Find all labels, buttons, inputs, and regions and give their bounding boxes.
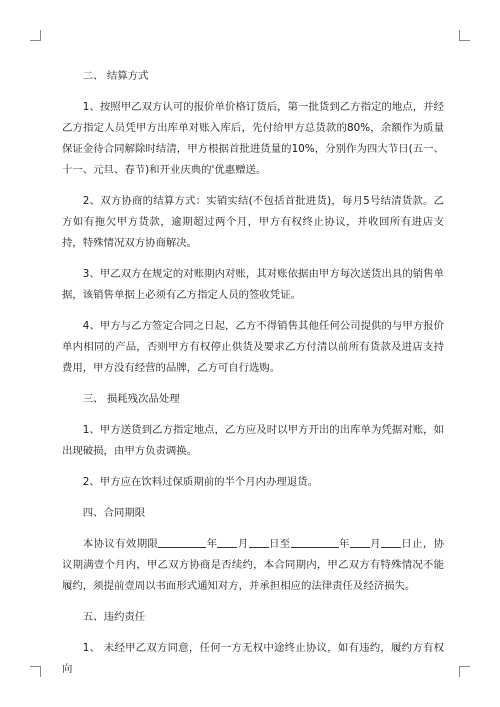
blank-start-year	[158, 537, 206, 548]
term-clause	[62, 534, 444, 597]
breach-clause-1: 1、 未经甲乙双方同意，任何一方无权中途终止协议，如有违约，履约方有权向	[62, 642, 444, 675]
defects-clause-2: 2、甲方应在饮料过保质期前的半个月内办理退货。	[82, 476, 318, 488]
term-year-label: 年	[206, 538, 218, 550]
term-suffix: 日止，协议期满壹个月内，甲乙双方协商是否续约，本合同期内，甲乙双方有特殊情况不能履约，须提前壹周以书面形式通知对方，并承担相应的法律责任及经济损失。	[62, 538, 445, 592]
term-day-to-label: 日至	[268, 538, 291, 550]
crop-mark-bottom-right	[459, 666, 470, 677]
section-heading-settlement: 二、 结算方式	[82, 70, 149, 82]
term-prefix: 本协议有效期限	[82, 538, 159, 550]
crop-mark-bottom-left	[30, 666, 41, 677]
crop-mark-top-left	[30, 30, 41, 41]
blank-start-day	[249, 537, 269, 548]
settlement-clause-2: 2、双方协商的结算方式：实销实结(不包括首批进货)，每月5号结清货款。乙方如有拖欠甲方货款，逾期超过两个月，甲方有权终止协议，并收回所有进店支持，特殊情况双方协商解决。	[62, 195, 444, 249]
settlement-clause-3: 3、甲乙双方在规定的对账期内对账，其对账依据由甲方每次送货出具的销售单据，该销售单据上必须有乙方指定人员的签收凭证。	[62, 268, 444, 301]
settlement-clause-1: 1、按照甲乙双方认可的报价单价格订货后，第一批货到乙方指定的地点，并经乙方指定人员凭甲方出库单对账入库后，先付给甲方总货款的80%，余额作为质量保证金待合同解除时结清，甲方根据首批进货量的10%，分别作为四大节日(五一、十一、元旦、春节)和开业庆典的'优惠赠送。	[62, 101, 444, 176]
term-year-label-2: 年	[338, 538, 350, 550]
section-heading-breach: 五、违约责任	[82, 611, 146, 623]
document-body	[62, 66, 444, 680]
blank-end-day	[381, 537, 401, 548]
term-month-label: 月	[237, 538, 249, 550]
section-heading-term: 四、合同期限	[82, 507, 146, 519]
blank-end-month	[350, 537, 370, 548]
blank-start-month	[217, 537, 237, 548]
settlement-clause-4: 4、甲方与乙方签定合同之日起，乙方不得销售其他任何公司提供的与甲方报价单内相同的产品，否则甲方有权停止供货及要求乙方付清以前所有货款及进店支持费用，甲方没有经营的品牌，乙方可自行选购。	[62, 320, 444, 374]
blank-end-year	[291, 537, 339, 548]
crop-mark-top-right	[459, 30, 470, 41]
section-heading-defects: 三、 损耗残次品处理	[82, 393, 180, 405]
defects-clause-1: 1、甲方送货到乙方指定地点，乙方应及时以甲方开出的出库单为凭据对账，如出现破损，由甲方负责调换。	[62, 424, 444, 457]
term-month-label-2: 月	[369, 538, 381, 550]
